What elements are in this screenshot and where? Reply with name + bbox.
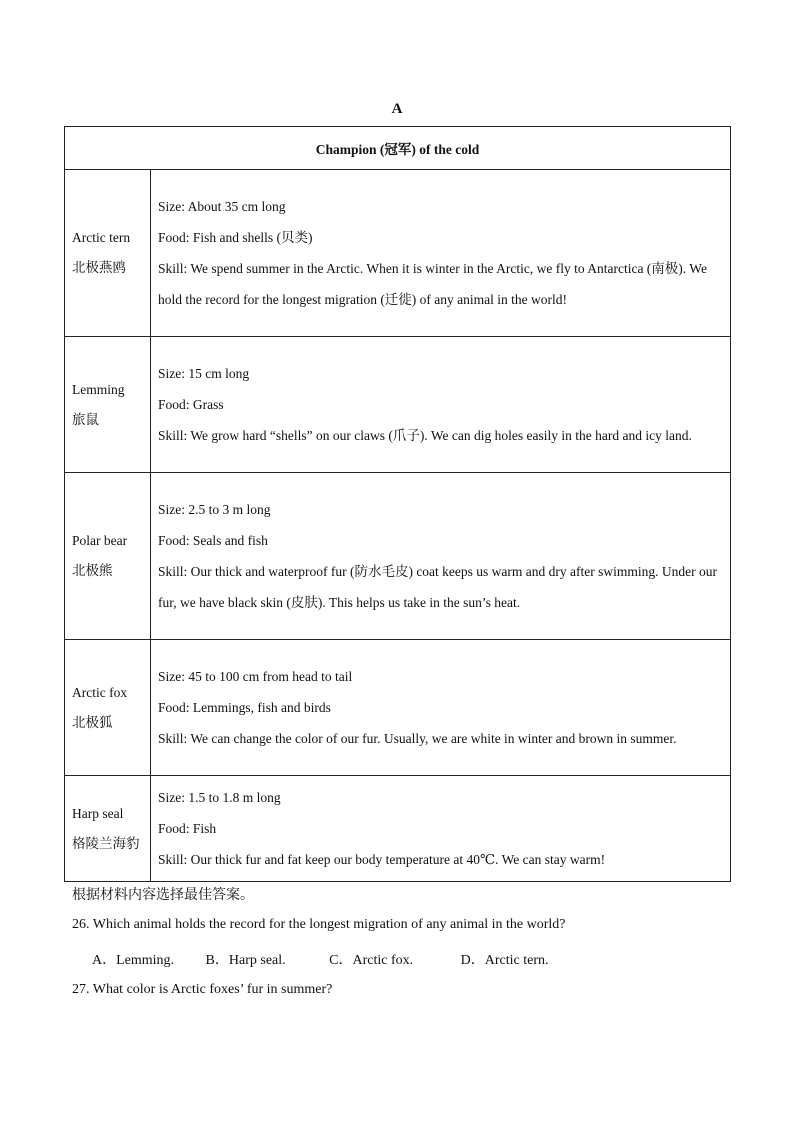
animal-name-cn: 北极狐 bbox=[72, 714, 113, 730]
animal-info-cell bbox=[151, 640, 731, 776]
table-row bbox=[65, 776, 731, 882]
animal-food: Food: Seals and fish bbox=[158, 533, 268, 548]
animal-name-en: Arctic tern bbox=[72, 230, 131, 245]
section-letter: A bbox=[391, 101, 403, 117]
animal-skill: Skill: We spend summer in the Arctic. When it is winter in the Arctic, we fly to Antarctica (南极). We hold the record for the longest migration (迁徙) of any animal in the world! bbox=[158, 261, 707, 307]
table-row bbox=[65, 640, 731, 776]
animal-size: Size: 1.5 to 1.8 m long bbox=[158, 790, 281, 805]
option-c[interactable]: C．Arctic fox. bbox=[329, 953, 414, 968]
animal-size: Size: About 35 cm long bbox=[158, 199, 286, 214]
animal-skill: Skill: We can change the color of our fur. Usually, we are white in winter and brown in summer. bbox=[158, 731, 677, 746]
animal-name-en: Lemming bbox=[72, 381, 125, 397]
animal-skill: Skill: Our thick and waterproof fur (防水毛皮) coat keeps us warm and dry after swimming. Under our fur, we have black skin (皮肤). This helps us take in the sun’s heat. bbox=[158, 564, 717, 610]
question-27: 27. What color is Arctic foxes’ fur in summer? bbox=[72, 982, 333, 997]
animal-name-en: Arctic fox bbox=[72, 684, 128, 700]
animal-info-cell bbox=[151, 170, 731, 337]
animal-skill: Skill: We grow hard “shells” on our claws (爪子). We can dig holes easily in the hard and icy land. bbox=[158, 428, 692, 443]
animal-name-cell bbox=[65, 776, 151, 882]
animal-size: Size: 2.5 to 3 m long bbox=[158, 502, 271, 517]
animal-food: Food: Fish bbox=[158, 821, 217, 836]
table-row bbox=[65, 337, 731, 473]
animal-name-en: Harp seal bbox=[72, 805, 124, 821]
animal-size: Size: 15 cm long bbox=[158, 366, 250, 381]
table-row bbox=[65, 473, 731, 640]
animal-name-cell bbox=[65, 640, 151, 776]
animal-info-cell bbox=[151, 473, 731, 640]
table-title: Champion (冠军) of the cold bbox=[65, 127, 731, 170]
animal-table bbox=[64, 126, 731, 882]
option-b[interactable]: B．Harp seal. bbox=[205, 953, 286, 968]
animal-food: Food: Fish and shells (贝类) bbox=[158, 230, 313, 245]
animal-name-cell bbox=[65, 473, 151, 640]
animal-name-cell bbox=[65, 170, 151, 337]
table-row bbox=[65, 170, 731, 337]
animal-name-cn: 北极燕鸥 bbox=[72, 260, 126, 275]
option-d[interactable]: D．Arctic tern. bbox=[460, 953, 549, 968]
option-a[interactable]: A．Lemming. bbox=[92, 953, 175, 968]
animal-info-cell bbox=[151, 337, 731, 473]
question-26-options bbox=[92, 949, 752, 969]
animal-name-cell bbox=[65, 337, 151, 473]
animal-name-cn: 旅鼠 bbox=[72, 411, 99, 427]
table-title-row bbox=[65, 127, 731, 170]
animal-food: Food: Grass bbox=[158, 397, 224, 412]
animal-info-cell bbox=[151, 776, 731, 882]
animal-size: Size: 45 to 100 cm from head to tail bbox=[158, 669, 353, 684]
animal-name-cn: 格陵兰海豹 bbox=[72, 835, 140, 851]
animal-food: Food: Lemmings, fish and birds bbox=[158, 700, 331, 715]
animal-name-cn: 北极熊 bbox=[72, 563, 113, 578]
animal-name-en: Polar bear bbox=[72, 533, 128, 548]
animal-skill: Skill: Our thick fur and fat keep our body temperature at 40℃. We can stay warm! bbox=[158, 852, 606, 867]
question-26: 26. Which animal holds the record for the longest migration of any animal in the world? bbox=[72, 917, 566, 932]
instructions: 根据材料内容选择最佳答案。 bbox=[72, 888, 254, 903]
